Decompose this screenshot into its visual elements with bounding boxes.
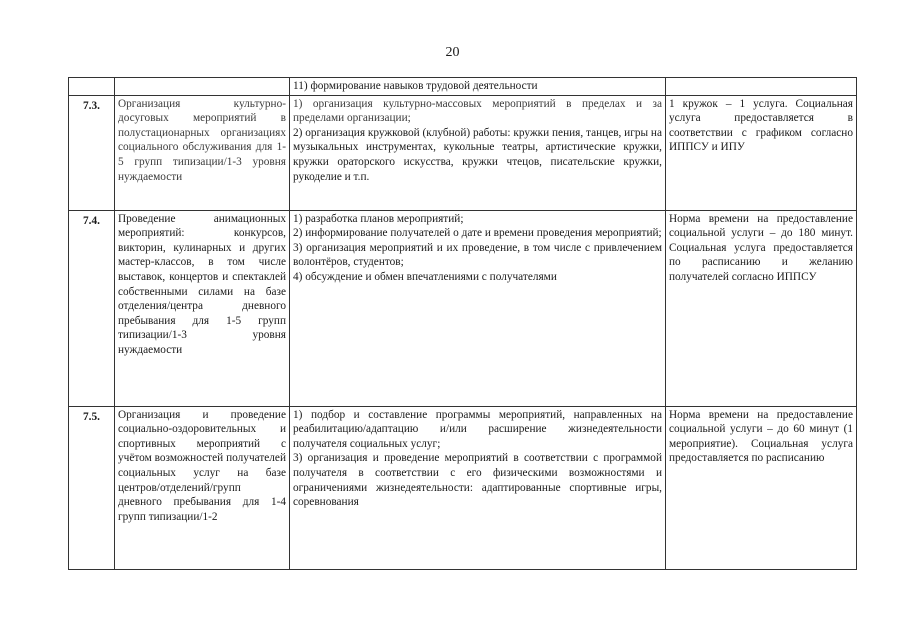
table-row (69, 95, 857, 210)
table-row (69, 78, 857, 96)
service-name: Организация и проведение социально-оздоровительных и спортивных мероприятий с учётом возможностей получателей социальных услуг на базе центров/отделений/групп дневного пребывания для 1-4 групп типизации/1-2 (115, 406, 290, 569)
services-table (68, 77, 857, 570)
service-norm: Норма времени на предоставление социальной услуги – до 60 минут (1 мероприятие). Социальная услуга предоставляется по расписанию (666, 406, 857, 569)
row-number: 7.5. (69, 406, 115, 569)
content-item: 11) формирование навыков трудовой деятельности (293, 80, 538, 92)
service-content (290, 78, 666, 96)
content-item: 2) организация кружковой (клубной) работы: кружки пения, танцев, игры на музыкальных инструментах, кукольные театры, артистические кружки, кружки ораторского искусства, кружки чтецов, писательские кружки, рукоделие и т.п. (293, 126, 662, 183)
content-item: 1) подбор и составление программы мероприятий, направленных на реабилитацию/адаптацию и/или расширение жизнедеятельности получателя социальных услуг; (293, 408, 662, 450)
content-item: 3) организация и проведение мероприятий в соответствии с программой получателя в соответствии с его физическими возможностями и ограничениями жизнедеятельности: адаптированные спортивные игры, соревнования (293, 452, 662, 509)
service-name: Организация культурно-досуговых мероприятий в полустационарных организациях социального обслуживания для 1-5 групп типизации/1-3 уровня нуждаемости (115, 95, 290, 210)
table-row (69, 210, 857, 406)
service-name: Проведение анимационных мероприятий: конкурсов, викторин, кулинарных и других мастер-классов, в том числе выставок, концертов и спектаклей собственными силами на базе отделения/центра дневного пребывания для 1-5 групп типизации/1-3 уровня нуждаемости (115, 210, 290, 406)
table-row (69, 406, 857, 569)
content-item: 1) организация культурно-массовых мероприятий в пределах и за пределами организации; (293, 97, 662, 125)
content-item: 2) информирование получателей о дате и времени проведения мероприятий; (293, 227, 662, 240)
service-content (290, 95, 666, 210)
row-number: 7.4. (69, 210, 115, 406)
row-number: 7.3. (69, 95, 115, 210)
service-content (290, 406, 666, 569)
service-name (115, 78, 290, 96)
service-norm: 1 кружок – 1 услуга. Социальная услуга предоставляется в соответствии с графиком согласно ИППСУ и ИПУ (666, 95, 857, 210)
service-norm: Норма времени на предоставление социальной услуги – до 180 минут. Социальная услуга предоставляется по расписанию и желанию получателей согласно ИППСУ (666, 210, 857, 406)
content-item: 1) разработка планов мероприятий; (293, 212, 464, 225)
content-item: 4) обсуждение и обмен впечатлениями с получателями (293, 270, 557, 283)
row-number (69, 78, 115, 96)
service-content (290, 210, 666, 406)
service-norm (666, 78, 857, 96)
content-item: 3) организация мероприятий и их проведение, в том числе с привлечением волонтёров, студентов; (293, 241, 662, 269)
page-number: 20 (445, 45, 460, 60)
